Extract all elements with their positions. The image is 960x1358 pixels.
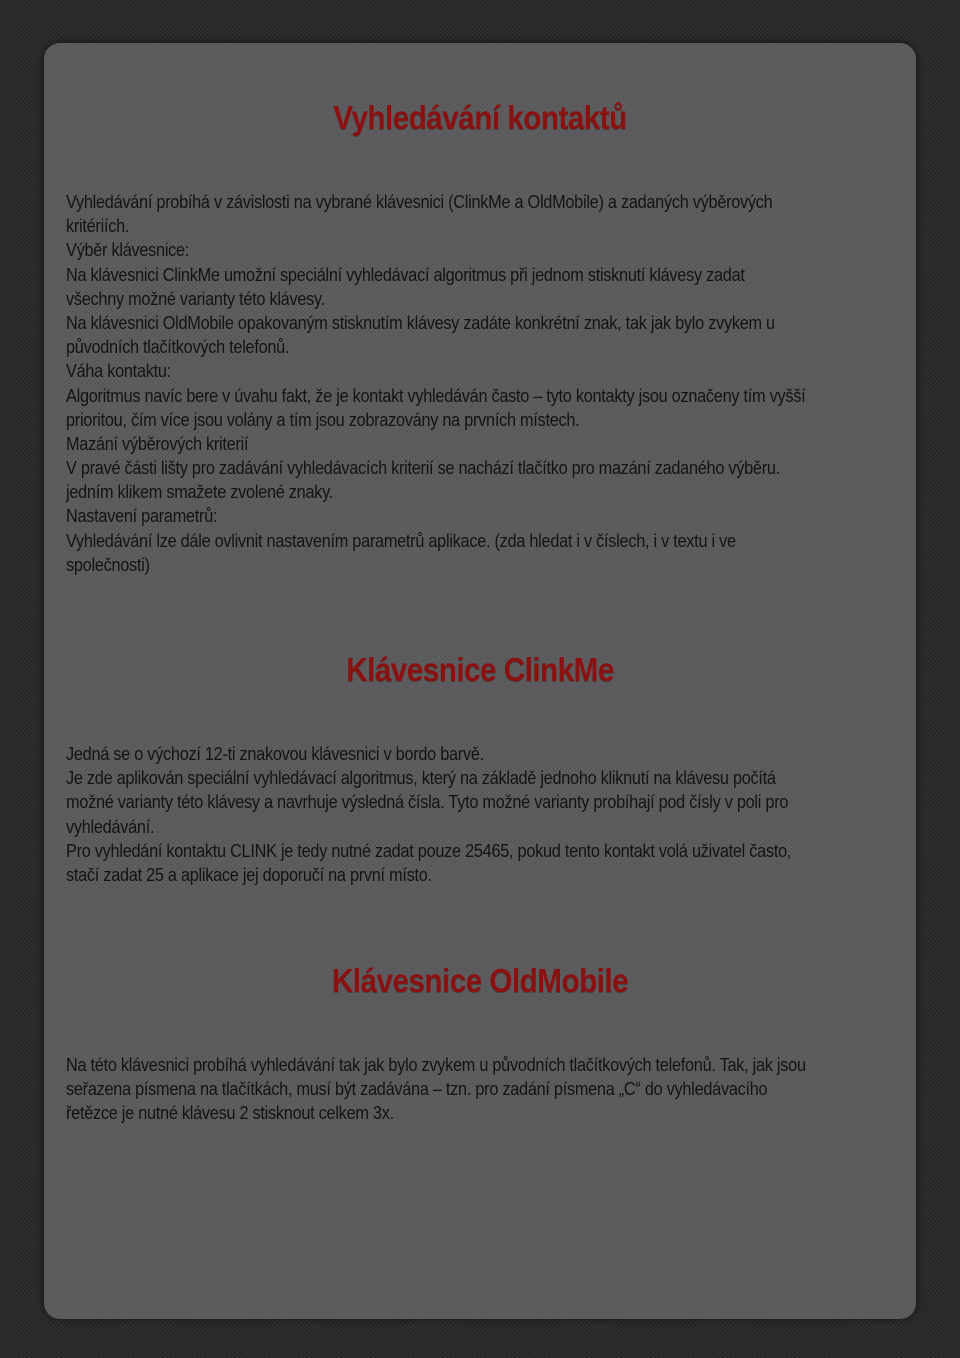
- paragraph-line: Mazání výběrových kriterií: [66, 432, 249, 454]
- paragraph-line: Je zde aplikován speciální vyhledávací algoritmus, který na základě jednoho kliknutí na klávesu počítá: [66, 767, 776, 789]
- paragraph-line: Na této klávesnici probíhá vyhledávání tak jak bylo zvykem u původních tlačítkových telefonů. Tak, jak jsou: [66, 1054, 806, 1075]
- paragraph-line: Na klávesnici OldMobile opakovaným stisknutím klávesy zadáte konkrétní znak, tak jak bylo zvykem u: [66, 311, 775, 333]
- paragraph-line: Vyhledávání lze dále ovlivnit nastavením parametrů aplikace. (zda hledat i v číslech, i v textu i ve: [66, 529, 736, 551]
- paragraph-line: Váha kontaktu:: [66, 360, 171, 382]
- heading-contact-search: Vyhledávání kontaktů: [333, 99, 627, 136]
- paragraph-line: stačí zadat 25 a aplikace jej doporučí na první místo.: [66, 863, 432, 885]
- heading-oldmobile-keyboard: Klávesnice OldMobile: [331, 962, 629, 999]
- paragraph-line: společnosti): [66, 553, 150, 575]
- heading-clinkme-keyboard: Klávesnice ClinkMe: [346, 651, 614, 688]
- paragraph-line: Nastavení parametrů:: [66, 505, 218, 527]
- paragraph-line: jedním klikem smažete zvolené znaky.: [66, 481, 334, 503]
- paragraph-line: původních tlačítkových telefonů.: [66, 336, 290, 358]
- paragraph-line: kritériích.: [66, 215, 130, 237]
- paragraph-line: Algoritmus navíc bere v úvahu fakt, že je kontakt vyhledáván často – tyto kontakty jsou označeny tím vyšší: [66, 384, 806, 406]
- paragraph-line: prioritou, čím více jsou volány a tím jsou zobrazovány na prvních místech.: [66, 408, 580, 430]
- paragraph-line: Pro vyhledání kontaktu CLINK je tedy nutné zadat pouze 25465, pokud tento kontakt volá uživatel často,: [66, 839, 792, 861]
- paragraph-line: Výběr klávesnice:: [66, 239, 190, 261]
- paragraph-line: Vyhledávání probíhá v závislosti na vybrané klávesnici (ClinkMe a OldMobile) a zadaných výběrových: [66, 191, 773, 212]
- paragraph-line: seřazena písmena na tlačítkách, musí být zadávána – tzn. pro zadání písmena „C“ do vyhledávacího: [66, 1078, 768, 1100]
- paragraph-line: možné varianty této klávesy a navrhuje výsledná čísla. Tyto možné varianty probíhají pod čísly v poli pro: [66, 791, 789, 813]
- paragraph-line: Jedná se o výchozí 12-ti znakovou klávesnici v bordo barvě.: [66, 743, 484, 764]
- paragraph-line: řetězce je nutné klávesu 2 stisknout celkem 3x.: [66, 1102, 394, 1124]
- section-oldmobile-keyboard: [66, 1053, 892, 1126]
- paragraph-line: Na klávesnici ClinkMe umožní speciální vyhledávací algoritmus při jednom stisknutí klávesy zadat: [66, 263, 745, 285]
- section-contact-search: [66, 190, 892, 577]
- section-clinkme-keyboard: [66, 742, 892, 887]
- paragraph-line: všechny možné varianty této klávesy.: [66, 287, 325, 309]
- paragraph-line: vyhledávání.: [66, 815, 155, 837]
- paragraph-line: V pravé části lišty pro zadávání vyhledávacích kriterií se nachází tlačítko pro mazání zadaného výběru.: [66, 457, 780, 479]
